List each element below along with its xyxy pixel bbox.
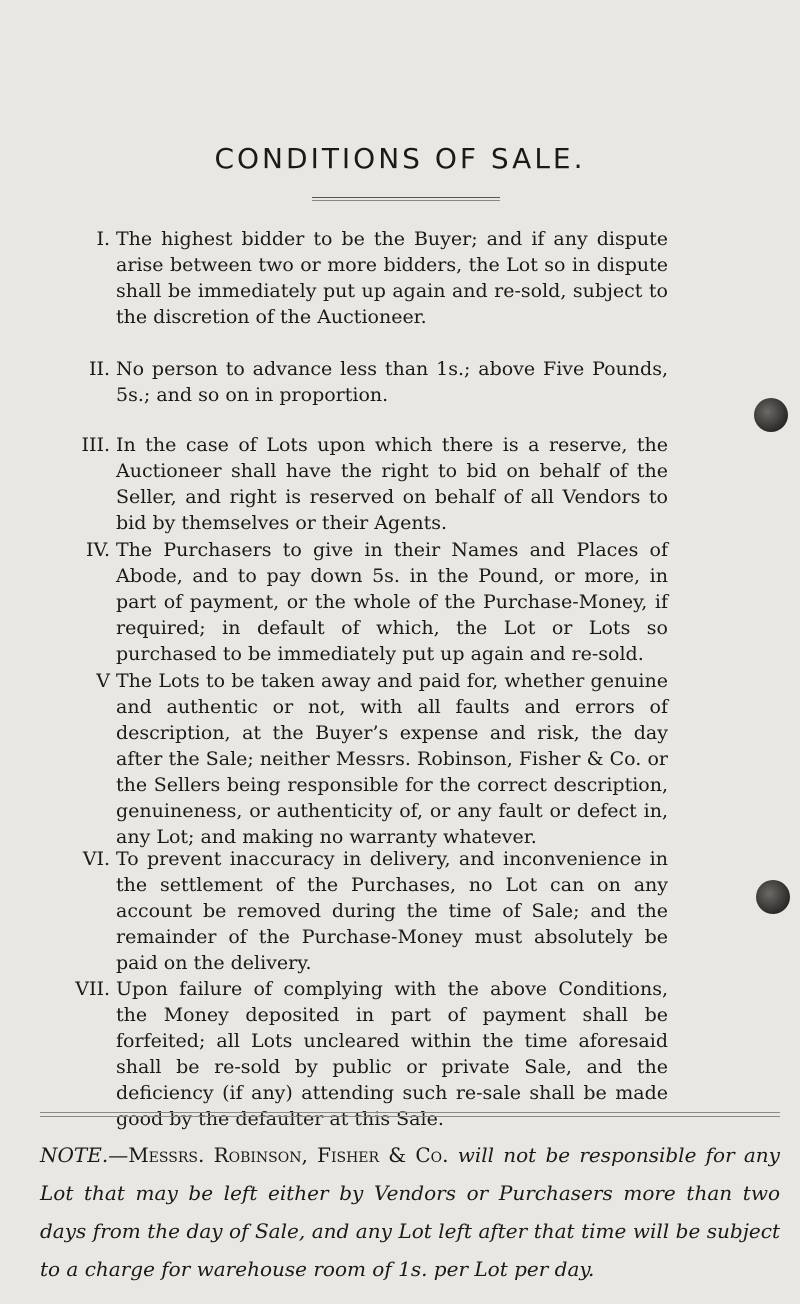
- page-title: CONDITIONS OF SALE.: [214, 142, 586, 175]
- condition-text: The highest bidder to be the Buyer; and if any dispute arise between two or more bidders, the Lot so in dispute shall be immediately put up again and re-sold, subject to the discretion of the Auctioneer.: [116, 228, 668, 328]
- condition-number: III.: [81, 434, 110, 456]
- condition-text: The Lots to be taken away and paid for, whether genuine and authentic or not, with all faults and errors of description, at the Buyer’s expense and risk, the day after the Sale; neither Messrs. Robinson, Fisher & Co. or the Sellers being responsible for the correct description, genuineness, or authenticity of, or any fault or defect in, any Lot; and making no warranty whatever.: [116, 670, 668, 848]
- condition-text: To prevent inaccuracy in delivery, and inconvenience in the settlement of the Purchases, no Lot can on any account be removed during the time of Sale; and the remainder of the Purchase-Money must absolutely be paid on the delivery.: [116, 848, 668, 974]
- condition-text: In the case of Lots upon which there is a reserve, the Auctioneer shall have the right to bid on behalf of the Seller, and right is reserved on behalf of all Vendors to bid by themselves or their Agents.: [116, 434, 668, 534]
- condition-text: No person to advance less than 1s.; above Five Pounds, 5s.; and so on in proportion.: [116, 358, 668, 406]
- punch-hole-bottom: [756, 880, 790, 914]
- note-paragraph: [40, 1136, 780, 1288]
- punch-hole-top: [754, 398, 788, 432]
- divider-rule: [40, 1112, 780, 1113]
- condition-text: Upon failure of complying with the above Conditions, the Money deposited in part of payment shall be forfeited; all Lots uncleared within the time aforesaid shall be re-sold by public or private Sale, and the deficiency (if any) attending such re-sale shall be made good by the defaulter at this Sale.: [116, 978, 668, 1130]
- note-lead: NOTE.—: [40, 1143, 129, 1167]
- condition-number: II.: [88, 358, 110, 380]
- condition-number: VII.: [75, 978, 110, 1000]
- condition-number: VI.: [82, 848, 110, 870]
- note-text: will not be responsible for any Lot that may be left either by Vendors or Purchasers more than two days from the day of Sale, and any Lot left after that time will be subject to a charge for warehouse room of 1s. per Lot per day.: [40, 1143, 780, 1281]
- condition-number: IV.: [86, 539, 110, 561]
- condition-number: I.: [96, 228, 110, 250]
- condition-text: The Purchasers to give in their Names and Places of Abode, and to pay down 5s. in the Pound, or more, in part of payment, or the whole of the Purchase-Money, if required; in default of which, the Lot or Lots so purchased to be immediately put up again and re-sold.: [116, 539, 668, 665]
- divider-rule: [40, 1116, 780, 1117]
- title-underline: [312, 197, 500, 201]
- condition-number: V: [96, 670, 110, 692]
- note-firm-name: Messrs. Robinson, Fisher & Co.: [128, 1143, 449, 1167]
